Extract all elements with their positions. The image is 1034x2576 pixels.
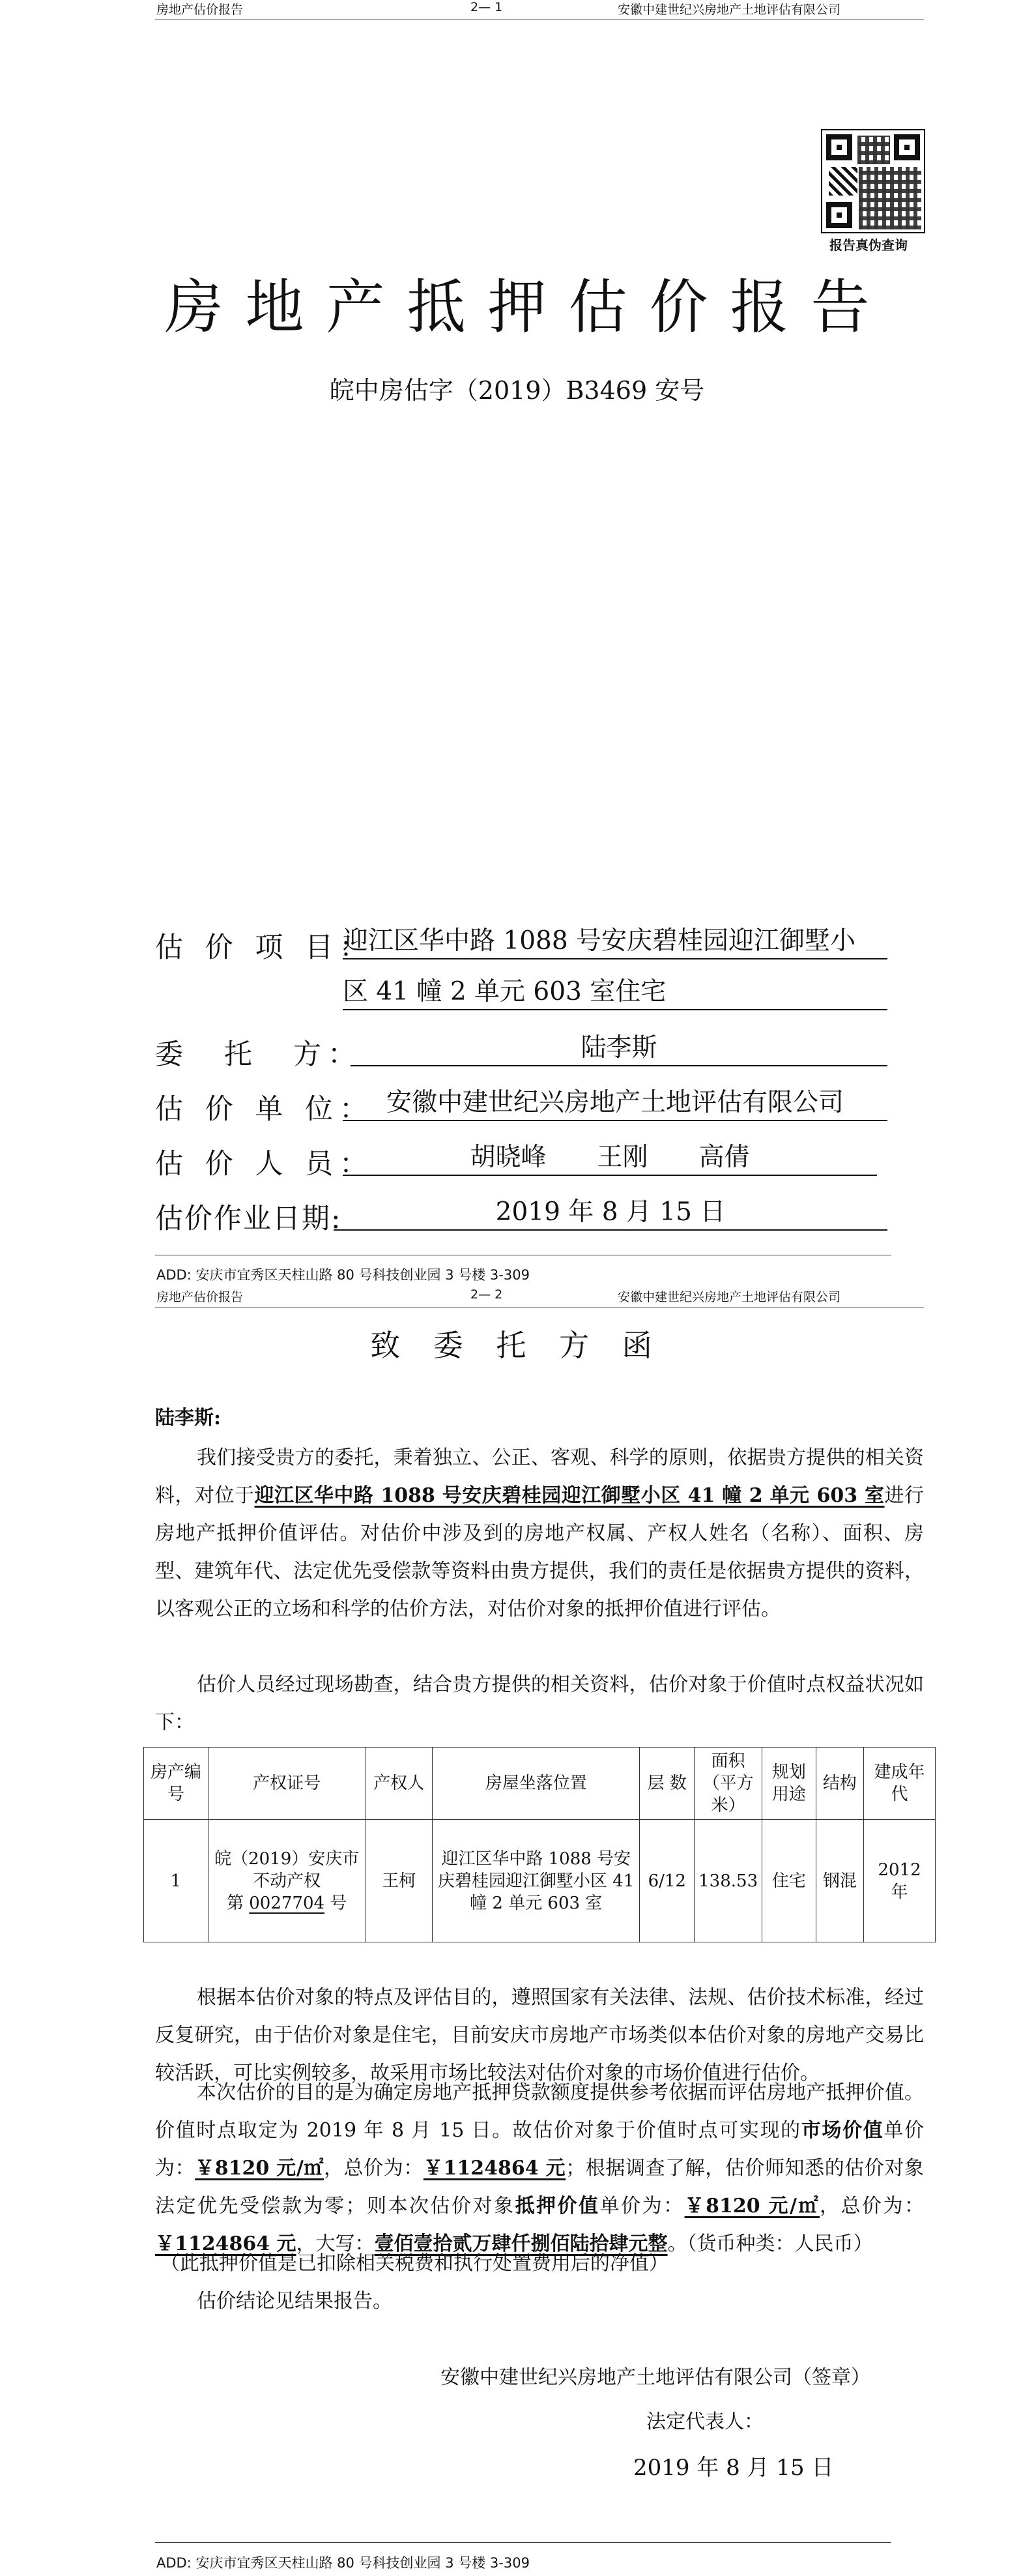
- cell-year: 2012 年: [864, 1820, 936, 1942]
- cell-cert: [208, 1820, 366, 1942]
- th-use: 规划用途: [762, 1748, 816, 1820]
- paragraph-2: 估价人员经过现场勘查，结合贵方提供的相关资料，估价对象于价值时点权益状况如下：: [155, 1673, 924, 1734]
- th-no: 房产编号: [144, 1748, 208, 1820]
- staff-label: 估 价 人 员：: [155, 1148, 375, 1180]
- report-number: 皖中房估字（2019）B3469 安号: [329, 376, 705, 405]
- page1-footer-address: ADD: 安庆市宜秀区天柱山路 80 号科技创业园 3 号楼 3-309: [156, 1267, 530, 1283]
- cell-no: 1: [144, 1820, 208, 1942]
- market-value-label: 市场价值: [801, 2119, 884, 2142]
- paragraph-6: 估价结论见结果报告。: [197, 2290, 392, 2313]
- mortgage-value-label: 抵押价值: [515, 2195, 600, 2217]
- th-owner: 产权人: [366, 1748, 432, 1820]
- p4-text-g: ，大写：: [296, 2232, 375, 2255]
- cell-owner: 王柯: [366, 1820, 432, 1942]
- th-location: 房屋坐落位置: [432, 1748, 639, 1820]
- sign-company: 安徽中建世纪兴房地产土地评估有限公司（签章）: [440, 2366, 870, 2389]
- th-structure: 结构: [816, 1748, 863, 1820]
- unit-value: 安徽中建世纪兴房地产土地评估有限公司: [343, 1086, 887, 1121]
- page2-header-right: 安徽中建世纪兴房地产土地评估有限公司: [618, 1290, 841, 1304]
- letter-title: 致 委 托 方 函: [370, 1328, 664, 1363]
- salutation: 陆李斯:: [155, 1407, 222, 1429]
- qr-caption: 报告真伪查询: [829, 237, 908, 253]
- p4-text-h: 。（货币种类：人民币）: [667, 2232, 873, 2255]
- paragraph-3: 根据本估价对象的特点及评估目的，遵照国家有关法律、法规、估价技术标准，经过反复研究，由于估价对象是住宅，目前安庆市房地产市场类似本估价对象的房地产交易比较活跃，可比实例较多，故采用市场比较法对估价对象的市场价值进行估价。: [155, 1986, 924, 2085]
- cell-floors: 6/12: [640, 1820, 695, 1942]
- cert-text-c: 号: [324, 1893, 347, 1913]
- amount-in-words: 壹佰壹拾贰万肆仟捌佰陆拾肆元整: [374, 2232, 668, 2255]
- paragraph-1: [155, 1439, 924, 1628]
- page2-header-page-no: 2— 2: [470, 1287, 503, 1302]
- th-area: 面积（平方米）: [695, 1748, 762, 1820]
- page1-header-right: 安徽中建世纪兴房地产土地评估有限公司: [618, 3, 841, 17]
- p4-text-e: 单价为：: [599, 2195, 685, 2217]
- page1-header-left: 房地产估价报告: [156, 3, 244, 17]
- staff-value: 胡晓峰 王刚 高倩: [343, 1141, 877, 1176]
- property-table: [143, 1747, 936, 1942]
- cell-use: 住宅: [762, 1820, 816, 1942]
- mortgage-total-price: ￥1124864 元: [155, 2232, 296, 2255]
- market-total-price: ￥1124864 元: [423, 2157, 566, 2180]
- th-cert: 产权证号: [208, 1748, 366, 1820]
- cert-text-a: 皖（2019）安庆市不动产权: [214, 1849, 360, 1891]
- p4-text-f: ，总价为：: [820, 2195, 925, 2217]
- cell-structure: 钢混: [816, 1820, 863, 1942]
- page2-header-left: 房地产估价报告: [156, 1290, 244, 1304]
- p4-text-b: 单价为：: [155, 2119, 925, 2180]
- cert-number: 0027704: [249, 1893, 325, 1913]
- cert-text-b: 第: [227, 1893, 250, 1913]
- report-title: 房地产抵押估价报告: [164, 273, 892, 342]
- client-label: 委 托 方：: [155, 1038, 362, 1071]
- p4-text-c: ，总价为：: [323, 2157, 424, 2180]
- date-value: 2019 年 8 月 15 日: [334, 1195, 887, 1231]
- date-label: 估价作业日期:: [155, 1203, 342, 1235]
- project-value-line2: 区 41 幢 2 单元 603 室住宅: [343, 975, 887, 1010]
- project-label: 估 价 项 目：: [155, 931, 375, 964]
- table-row: [144, 1820, 936, 1942]
- property-address: 迎江区华中路 1088 号安庆碧桂园迎江御墅小区 41 幢 2 单元 603 室: [254, 1484, 885, 1507]
- project-value-line1: 迎江区华中路 1088 号安庆碧桂园迎江御墅小: [343, 924, 887, 959]
- mortgage-unit-price: ￥8120 元/㎡: [684, 2195, 820, 2217]
- th-year: 建成年代: [864, 1748, 936, 1820]
- paragraph-4: [155, 2074, 924, 2263]
- th-floors: 层 数: [640, 1748, 695, 1820]
- p1-text-b: 进行房地产抵押价值评估。对估价中涉及到的房地产权属、产权人姓名（名称）、面积、房型、建筑年代、法定优先受偿款等资料由贵方提供，我们的责任是依据贵方提供的资料，以客观公正的立场和科学的估价方法，对估价对象的抵押价值进行评估。: [155, 1484, 925, 1620]
- market-unit-price: ￥8120 元/㎡: [195, 2157, 324, 2180]
- p4-text-d: ；根据调查了解，估价师知悉的估价对象法定优先受偿款为零；则本次估价对象: [155, 2157, 925, 2217]
- sign-representative: 法定代表人：: [646, 2410, 764, 2433]
- page2-footer-rule: [155, 2542, 891, 2543]
- qr-code-icon[interactable]: [821, 129, 925, 233]
- page2-footer-address: ADD: 安庆市宜秀区天柱山路 80 号科技创业园 3 号楼 3-309: [156, 2555, 530, 2571]
- unit-label: 估 价 单 位：: [155, 1093, 375, 1126]
- page1-header-page-no: 2— 1: [470, 0, 503, 14]
- p4-text-a: 本次估价的目的是为确定房地产抵押贷款额度提供参考依据而评估房地产抵押价值。价值时点取定为 2019 年 8 月 15 日。故估价对象于价值时点可实现的: [155, 2081, 924, 2142]
- client-value: 陆李斯: [351, 1031, 887, 1066]
- cell-location: 迎江区华中路 1088 号安庆碧桂园迎江御墅小区 41 幢 2 单元 603 室: [432, 1820, 639, 1942]
- sign-date: 2019 年 8 月 15 日: [633, 2455, 834, 2481]
- cell-area: 138.53: [695, 1820, 762, 1942]
- p1-text-a: 我们接受贵方的委托，秉着独立、公正、客观、科学的原则，依据贵方提供的相关资料，对位于: [155, 1446, 924, 1507]
- paragraph-5: （此抵押价值是已扣除相关税费和执行处置费用后的净值）: [160, 2252, 668, 2275]
